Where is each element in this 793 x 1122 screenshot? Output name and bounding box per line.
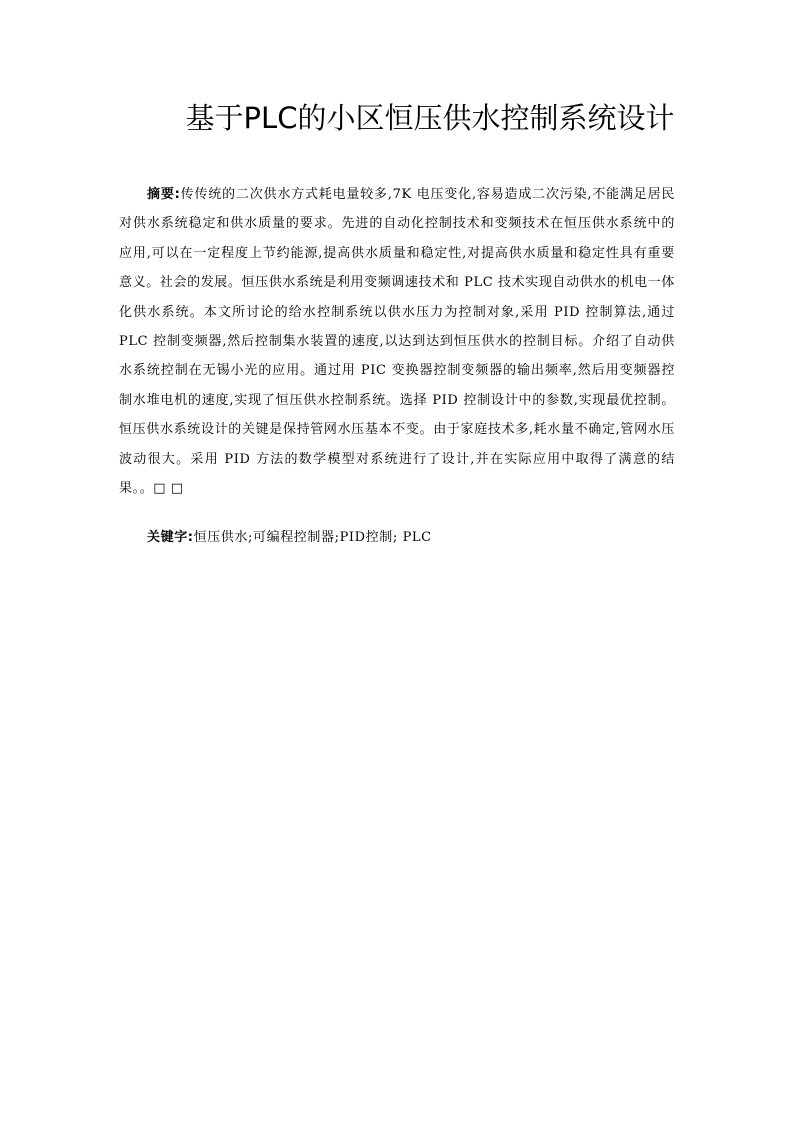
abstract-text: 传传统的二次供水方式耗电量较多,7K 电压变化,容易造成二次污染,不能满足居民对供水系统稳定和供水质量的要求。先进的自动化控制技术和变频技术在恒压供水系统中的应用,可以在一定程度上节约能源,提高供水质量和稳定性,对提高供水质量和稳定性具有重要意义。社会的发展。恒压供水系统是利用变频调速技术和 PLC 技术实现自动供水的机电一体化供水系统。本文所讨论的给水控制系统以供水压力为控制对象,采用 PID 控制算法,通过 PLC 控制变频器,然后控制集水装置的速度,以达到达到恒压供水的控制目标。介绍了自动供水系统控制在无锡小光的应用。通过用 PIC 变换器控制变频器的输出频率,然后用变频器控制水堆电机的速度,实现了恒压供水控制系统。选择 PID 控制设计中的参数,实现最优控制。恒压供水系统设计的关键是保持管网水压基本不变。由于家庭技术多,耗水量不确定,管网水压波动很大。采用 PID 方法的数学模型对系统进行了设计,并在实际应用中取得了满意的结果。。□ □: [119, 187, 676, 497]
abstract-paragraph: [119, 180, 675, 503]
keywords-label: 关键字:: [147, 530, 194, 545]
document-title: 基于PLC的小区恒压供水控制系统设计: [185, 101, 675, 135]
keywords-text: 恒压供水;可编程控制器;PID控制; PLC: [193, 530, 432, 545]
keywords-paragraph: [119, 523, 675, 552]
abstract-label: 摘要:: [147, 187, 181, 202]
